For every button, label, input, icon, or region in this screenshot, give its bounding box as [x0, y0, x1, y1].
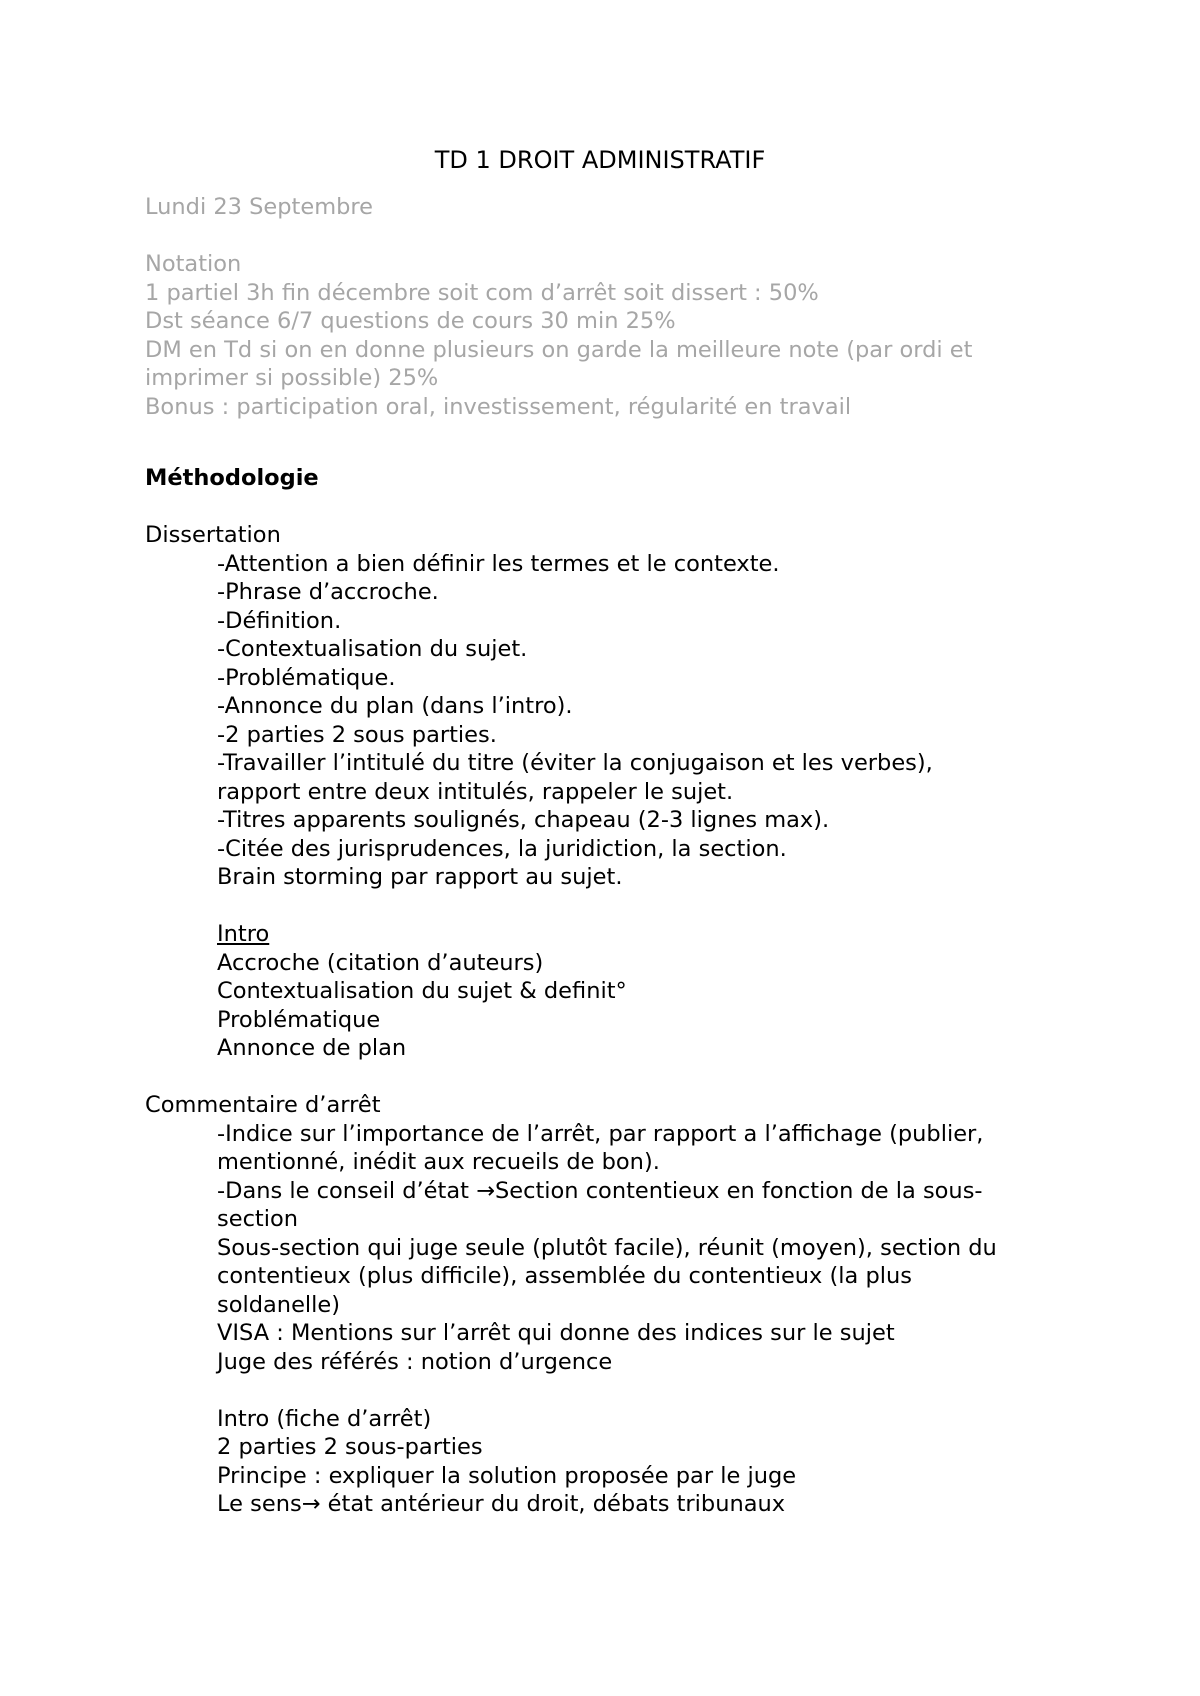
commentaire-item: -Dans le conseil d’état →Section contentieux en fonction de la sous- — [217, 1177, 983, 1204]
dissertation-item: -Citée des jurisprudences, la juridiction, la section. — [217, 835, 787, 862]
commentaire-item: soldanelle) — [217, 1291, 341, 1318]
dissertation-item: -Titres apparents soulignés, chapeau (2-3 lignes max). — [217, 807, 830, 833]
dissertation-item: -Travailler l’intitulé du titre (éviter la conjugaison et les verbes), — [217, 750, 933, 776]
notation-line: Bonus : participation oral, investissement, régularité en travail — [145, 393, 852, 420]
methodology-heading: Méthodologie — [145, 465, 319, 491]
commentaire-item: contentieux (plus difficile), assemblée du contentieux (la plus — [217, 1263, 913, 1289]
commentaire-intro-item: Principe : expliquer la solution proposée par le juge — [217, 1462, 797, 1489]
spacer — [145, 493, 1065, 522]
dissertation-item: -Problématique. — [217, 664, 396, 691]
dissertation-item: Brain storming par rapport au sujet. — [217, 864, 623, 890]
spacer — [145, 1376, 1065, 1405]
commentaire-intro-item: Le sens→ état antérieur du droit, débats tribunaux — [217, 1491, 786, 1517]
intro-heading-text: Intro — [217, 921, 270, 947]
notation-line: imprimer si possible) 25% — [145, 365, 439, 391]
document-title: TD 1 DROIT ADMINISTRATIF — [434, 146, 766, 174]
commentaire-item: VISA : Mentions sur l’arrêt qui donne des indices sur le sujet — [217, 1320, 895, 1346]
intro-item: Contextualisation du sujet & definit° — [217, 978, 627, 1004]
dissertation-item: -Phrase d’accroche. — [217, 579, 439, 605]
commentaire-intro-item: 2 parties 2 sous-parties — [217, 1434, 483, 1460]
spacer — [145, 222, 1065, 251]
methodology-section — [145, 464, 1065, 1519]
notation-section — [145, 193, 1065, 421]
notation-line: Dst séance 6/7 questions de cours 30 min 25% — [145, 308, 676, 334]
dissertation-item: -2 parties 2 sous parties. — [217, 721, 497, 748]
commentaire-intro-item: Intro (fiche d’arrêt) — [217, 1405, 432, 1432]
intro-item: Annonce de plan — [217, 1035, 407, 1061]
commentaire-item: Juge des référés : notion d’urgence — [217, 1348, 613, 1375]
dissertation-item: -Attention a bien définir les termes et le contexte. — [217, 550, 780, 577]
dissertation-item: rapport entre deux intitulés, rappeler le sujet. — [217, 778, 734, 805]
date-line: Lundi 23 Septembre — [145, 194, 373, 220]
commentaire-heading: Commentaire d’arrêt — [145, 1092, 381, 1118]
notation-heading: Notation — [145, 251, 242, 277]
dissertation-item: -Annonce du plan (dans l’intro). — [217, 693, 573, 719]
commentaire-item: Sous-section qui juge seule (plutôt facile), réunit (moyen), section du — [217, 1234, 997, 1261]
intro-heading — [145, 920, 1065, 949]
notation-line: 1 partiel 3h fin décembre soit com d’arrêt soit dissert : 50% — [145, 279, 819, 306]
commentaire-item: mentionné, inédit aux recueils de bon). — [217, 1149, 660, 1175]
dissertation-item: -Contextualisation du sujet. — [217, 636, 528, 662]
spacer — [145, 892, 1065, 921]
dissertation-item: -Définition. — [217, 607, 342, 634]
spacer — [145, 1063, 1065, 1092]
commentaire-item: -Indice sur l’importance de l’arrêt, par rapport a l’affichage (publier, — [217, 1120, 984, 1147]
commentaire-item: section — [217, 1206, 299, 1232]
intro-item: Problématique — [217, 1006, 381, 1033]
dissertation-heading: Dissertation — [145, 522, 281, 548]
intro-item: Accroche (citation d’auteurs) — [217, 949, 544, 976]
notation-line: DM en Td si on en donne plusieurs on garde la meilleure note (par ordi et — [145, 336, 973, 363]
